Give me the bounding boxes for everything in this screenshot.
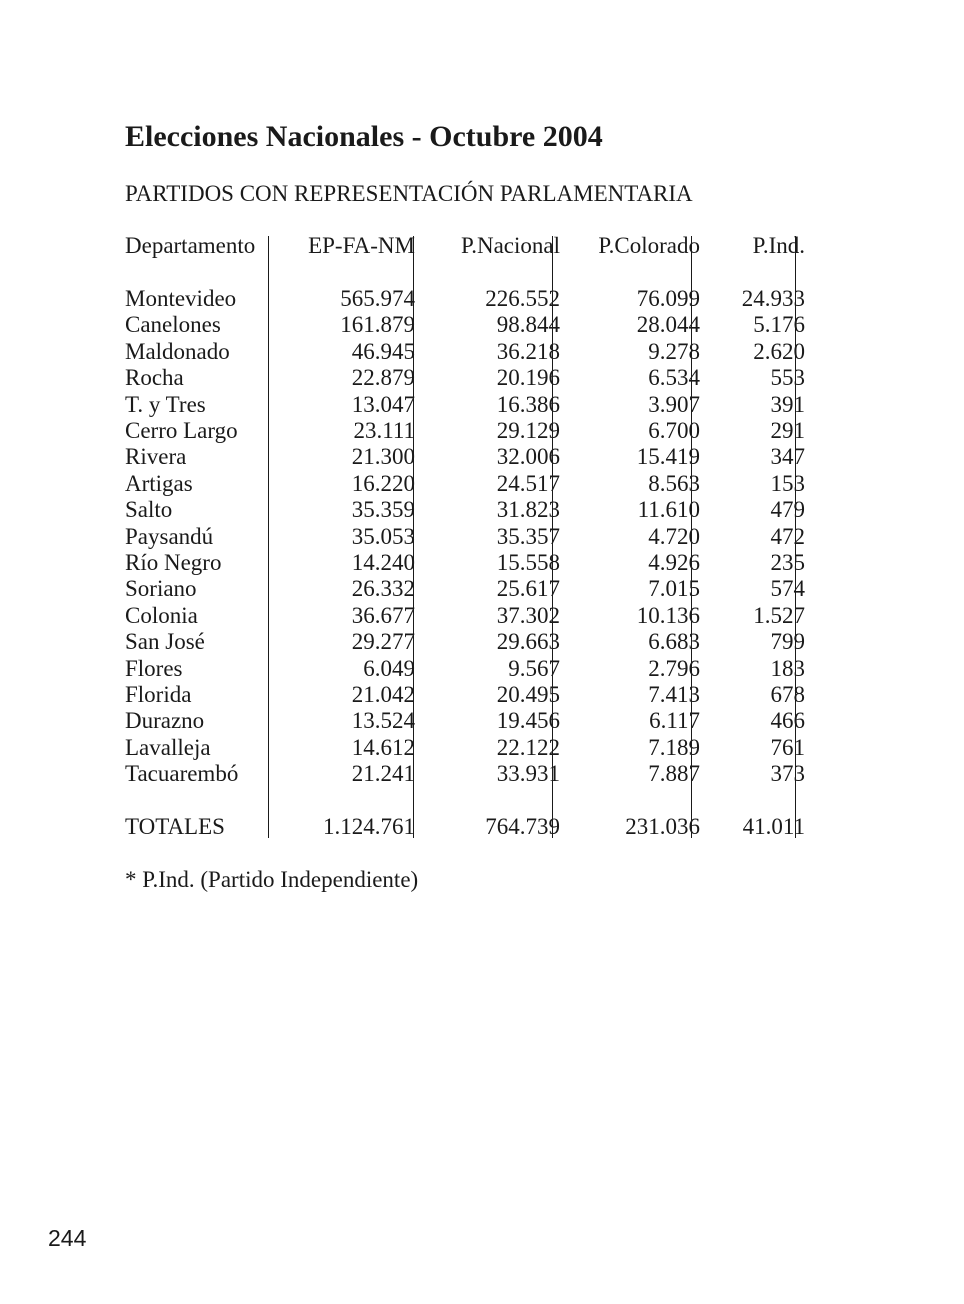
ep-fa-nm-cell: 13.047 [351, 391, 415, 417]
header-p-nacional: P.Nacional [460, 233, 560, 258]
departamento-cell: Flores [125, 655, 183, 681]
total-p-nacional: 764.739 [485, 814, 560, 839]
departamento-cell: Colonia [125, 602, 198, 628]
departamento-cell: Lavalleja [125, 734, 211, 760]
table-row [125, 734, 805, 762]
totals-label: TOTALES [125, 814, 225, 839]
header-departamento: Departamento [125, 233, 256, 258]
departamento-cell: Artigas [125, 470, 193, 496]
p-colorado-cell: 8.563 [648, 470, 700, 496]
p-colorado-cell: 7.015 [648, 576, 700, 602]
ep-fa-nm-cell: 36.677 [351, 602, 415, 628]
p-ind-cell: 153 [770, 470, 805, 496]
ep-fa-nm-cell: 14.612 [351, 734, 415, 760]
p-nacional-cell: 15.558 [496, 550, 560, 575]
departamento-cell: Canelones [125, 312, 221, 338]
departamento-cell: Maldonado [125, 338, 230, 364]
p-nacional-cell: 36.218 [496, 338, 560, 364]
ep-fa-nm-cell: 21.042 [351, 682, 415, 707]
table-row [125, 364, 805, 392]
table-row [125, 655, 805, 683]
header-p-ind: P.Ind. [752, 233, 805, 258]
p-colorado-cell: 3.907 [648, 391, 700, 417]
departamento-cell: Rivera [125, 444, 187, 470]
p-colorado-cell: 10.136 [636, 602, 700, 628]
departamento-cell: Cerro Largo [125, 418, 238, 443]
totals-row [125, 813, 805, 841]
p-nacional-cell: 24.517 [496, 470, 560, 496]
departamento-cell: Florida [125, 682, 192, 707]
ep-fa-nm-cell: 35.359 [351, 497, 415, 523]
p-colorado-cell: 28.044 [636, 312, 700, 338]
table-row [125, 417, 805, 445]
table-row [125, 681, 805, 709]
p-colorado-cell: 6.117 [649, 708, 700, 734]
departamento-cell: Paysandú [125, 523, 214, 549]
ep-fa-nm-cell: 565.974 [340, 286, 415, 311]
results-table [125, 228, 805, 848]
table-row [125, 391, 805, 419]
ep-fa-nm-cell: 6.049 [363, 655, 415, 681]
departamento-cell: Montevideo [125, 286, 237, 311]
table-row [125, 602, 805, 630]
p-ind-cell: 373 [770, 761, 805, 787]
p-colorado-cell: 4.720 [648, 523, 700, 549]
p-ind-cell: 466 [770, 708, 805, 734]
p-nacional-cell: 33.931 [496, 761, 560, 787]
p-nacional-cell: 37.302 [496, 602, 560, 628]
p-nacional-cell: 16.386 [496, 391, 560, 417]
p-ind-cell: 347 [770, 444, 805, 470]
ep-fa-nm-cell: 161.879 [340, 312, 415, 338]
ep-fa-nm-cell: 22.879 [351, 365, 415, 391]
p-colorado-cell: 9.278 [648, 338, 700, 364]
ep-fa-nm-cell: 21.300 [351, 444, 415, 470]
departamento-cell: San José [125, 629, 205, 655]
p-colorado-cell: 76.099 [636, 286, 700, 311]
header-p-colorado: P.Colorado [598, 233, 700, 258]
p-colorado-cell: 15.419 [636, 444, 700, 470]
table-row [125, 285, 805, 313]
ep-fa-nm-cell: 14.240 [351, 550, 415, 575]
ep-fa-nm-cell: 29.277 [351, 629, 415, 655]
p-ind-cell: 183 [770, 655, 805, 681]
table-row [125, 628, 805, 656]
page-number: 244 [48, 1225, 87, 1251]
footnote: * P.Ind. (Partido Independiente) [125, 867, 419, 892]
p-nacional-cell: 22.122 [496, 734, 560, 760]
p-colorado-cell: 6.700 [648, 418, 700, 443]
ep-fa-nm-cell: 35.053 [351, 523, 415, 549]
table-header-row [125, 232, 805, 260]
p-nacional-cell: 19.456 [496, 708, 560, 734]
p-nacional-cell: 32.006 [496, 444, 560, 470]
p-nacional-cell: 20.495 [496, 682, 560, 707]
table-row [125, 707, 805, 735]
p-colorado-cell: 2.796 [648, 655, 700, 681]
header-ep-fa-nm: EP-FA-NM [308, 233, 415, 258]
total-p-colorado: 231.036 [625, 814, 700, 839]
p-colorado-cell: 6.534 [648, 365, 700, 391]
page-title: Elecciones Nacionales - Octubre 2004 [125, 120, 603, 153]
p-ind-cell: 479 [770, 497, 805, 523]
p-nacional-cell: 35.357 [496, 523, 560, 549]
p-ind-cell: 2.620 [753, 338, 805, 364]
ep-fa-nm-cell: 16.220 [351, 470, 415, 496]
ep-fa-nm-cell: 13.524 [351, 708, 415, 734]
p-ind-cell: 761 [770, 734, 805, 760]
ep-fa-nm-cell: 26.332 [351, 576, 415, 602]
table-row [125, 549, 805, 577]
ep-fa-nm-cell: 21.241 [351, 761, 415, 787]
p-ind-cell: 24.933 [741, 286, 805, 311]
p-colorado-cell: 4.926 [648, 550, 700, 575]
table-row [125, 443, 805, 471]
ep-fa-nm-cell: 23.111 [353, 418, 415, 443]
p-colorado-cell: 7.887 [648, 761, 700, 787]
p-nacional-cell: 29.663 [496, 629, 560, 655]
p-ind-cell: 1.527 [753, 602, 805, 628]
table-row [125, 760, 805, 788]
table-row [125, 338, 805, 366]
p-nacional-cell: 226.552 [485, 286, 560, 311]
p-ind-cell: 799 [770, 629, 805, 655]
p-ind-cell: 5.176 [753, 312, 805, 338]
p-nacional-cell: 25.617 [496, 576, 560, 602]
departamento-cell: Soriano [125, 576, 197, 602]
p-ind-cell: 574 [770, 576, 805, 602]
total-ep-fa-nm: 1.124.761 [323, 814, 415, 839]
p-nacional-cell: 98.844 [496, 312, 560, 338]
p-ind-cell: 391 [770, 391, 805, 417]
table-row [125, 496, 805, 524]
p-ind-cell: 553 [770, 365, 805, 391]
departamento-cell: Durazno [125, 708, 205, 734]
table-row [125, 311, 805, 339]
departamento-cell: T. y Tres [125, 391, 206, 417]
p-colorado-cell: 6.683 [648, 629, 700, 655]
table-row [125, 470, 805, 498]
p-ind-cell: 678 [770, 682, 805, 707]
p-nacional-cell: 29.129 [496, 418, 560, 443]
table-row [125, 523, 805, 551]
total-p-ind: 41.011 [742, 814, 805, 839]
table-row [125, 575, 805, 603]
p-ind-cell: 291 [770, 418, 805, 443]
p-ind-cell: 472 [770, 523, 805, 549]
ep-fa-nm-cell: 46.945 [351, 338, 415, 364]
table-subtitle: PARTIDOS CON REPRESENTACIÓN PARLAMENTARIA [125, 181, 693, 206]
p-colorado-cell: 7.413 [648, 682, 700, 707]
p-colorado-cell: 7.189 [648, 734, 700, 760]
p-nacional-cell: 20.196 [496, 365, 560, 391]
p-ind-cell: 235 [770, 550, 805, 575]
departamento-cell: Tacuarembó [125, 761, 239, 787]
p-colorado-cell: 11.610 [637, 497, 700, 523]
departamento-cell: Salto [125, 497, 173, 523]
p-nacional-cell: 31.823 [496, 497, 560, 523]
departamento-cell: Rocha [125, 365, 184, 391]
departamento-cell: Río Negro [125, 550, 222, 575]
p-nacional-cell: 9.567 [508, 655, 560, 681]
